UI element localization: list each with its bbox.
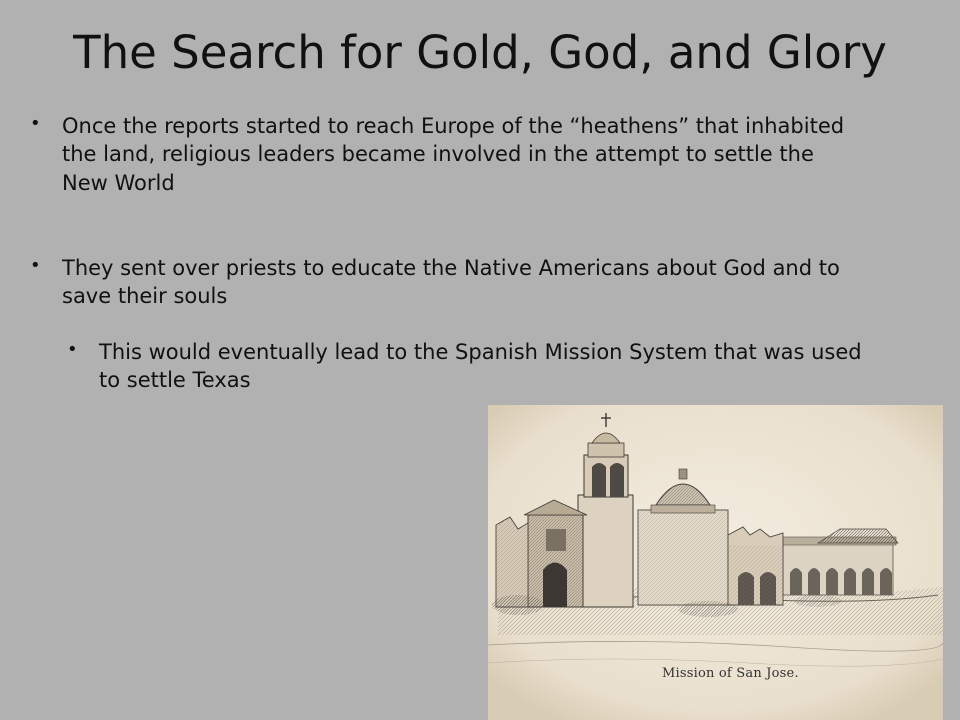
bullet-text: They sent over priests to educate the Native Americans about God and to save their souls	[62, 256, 840, 309]
bullet-dot: •	[30, 113, 41, 134]
bullet-dot: •	[67, 339, 78, 360]
bullet-dot: •	[30, 255, 41, 276]
bullet-text: Once the reports started to reach Europe of the “heathens” that inhabited the land, religious leaders became involved in the attempt to settle the New World	[62, 114, 845, 195]
slide-title: The Search for Gold, God, and Glory	[73, 26, 887, 79]
image-caption: Mission of San Jose.	[662, 666, 799, 681]
sub-bullet-item	[67, 338, 879, 395]
bullet-item	[30, 112, 852, 197]
bullet-item	[30, 254, 872, 311]
bullet-text: This would eventually lead to the Spanish Mission System that was used to settle Texas	[99, 340, 862, 393]
